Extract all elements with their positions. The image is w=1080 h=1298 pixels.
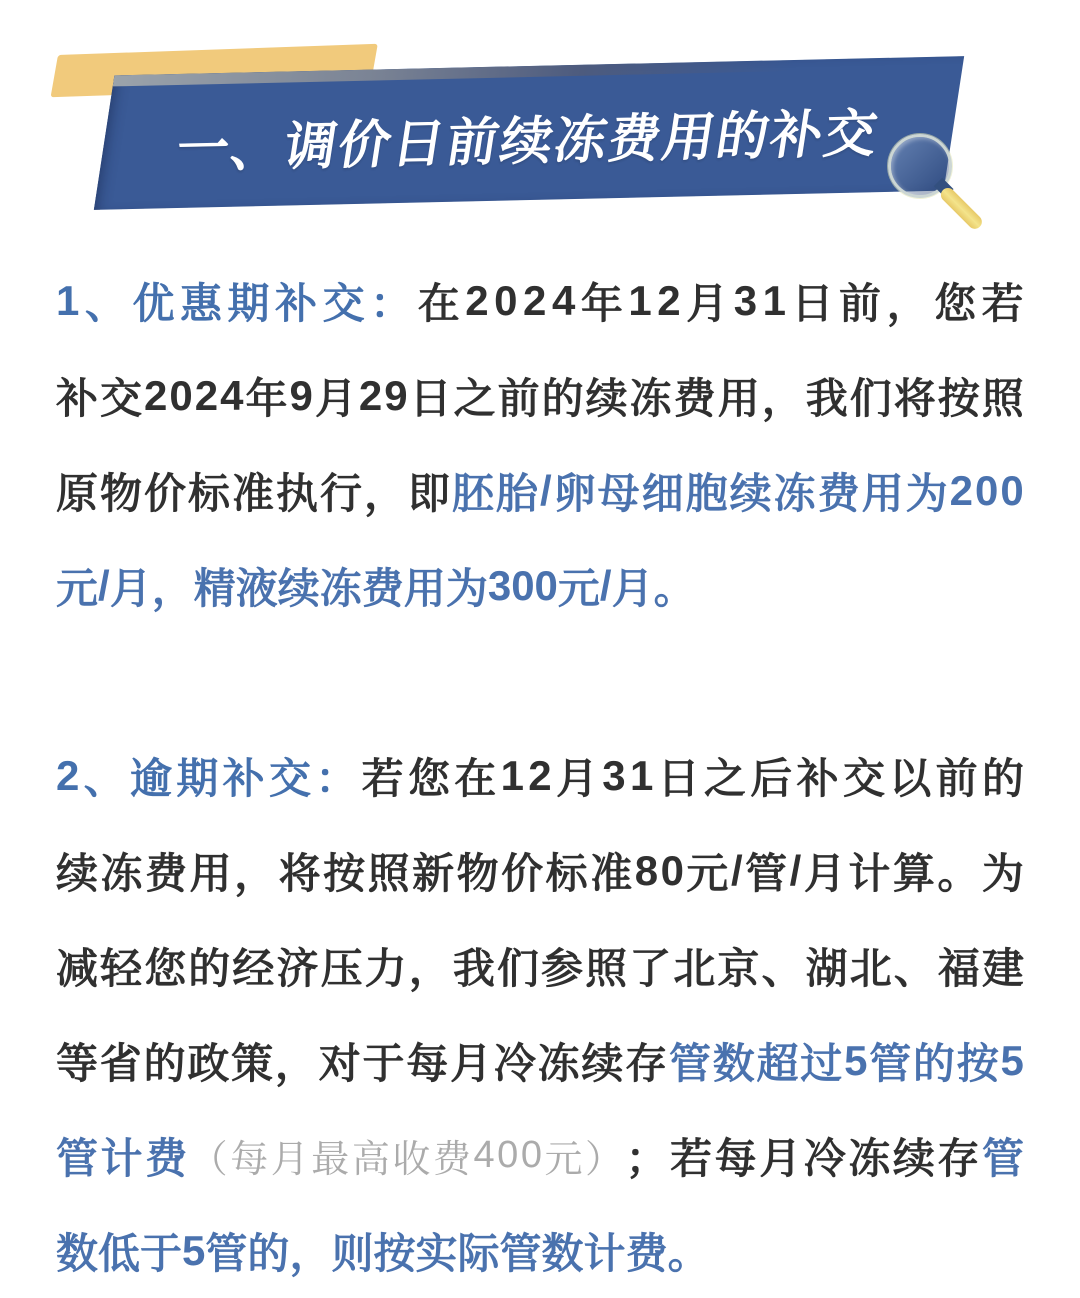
text-line: 等 省 的 政 策 ， 对 于 每 月 冷 冻 续 存 管 数 超 过 5 管 的 按 5	[56, 1036, 1024, 1087]
banner	[94, 56, 964, 210]
header-banner	[0, 0, 1080, 260]
paragraph-overdue-payment	[56, 728, 1024, 1298]
paragraph-discount-period-payment	[56, 253, 1024, 633]
banner-title: 一、调价日前续冻费用的补交	[172, 104, 884, 179]
text-line: 补 交 2 0 2 4 年 9 月 2 9 日 之 前 的 续 冻 费 用 ， 我 们 将 按 照	[56, 371, 1024, 422]
text-line: 管 计 费 （ 每 月 最 高 收 费 4 0 0 元 ） ； 若 每 月 冷 冻 续 存 管	[56, 1134, 1024, 1182]
text-line: 减 轻 您 的 经 济 压 力 ， 我 们 参 照 了 北 京 、 湖 北 、 福 建	[56, 944, 1024, 992]
magnifier-handle	[938, 185, 985, 232]
text-line: 2 、 逾 期 补 交 ： 若 您 在 1 2 月 3 1 日 之 后 补 交 以 前 的	[56, 751, 1024, 802]
text-line: 数 低 于 5 管 的 ， 则 按 实 际 管 数 计 费 。	[56, 1226, 710, 1277]
text-line: 1 、 优 惠 期 补 交 ： 在 2 0 2 4 年 1 2 月 3 1 日 前 ， 您 若	[56, 276, 1024, 327]
content	[56, 253, 1024, 1298]
text-line: 元 / 月 ， 精 液 续 冻 费 用 为 3 0 0 元 / 月 。	[56, 561, 696, 612]
text-line: 原 物 价 标 准 执 行 ， 即 胚 胎 / 卵 母 细 胞 续 冻 费 用 为 2 0 0	[56, 466, 1024, 517]
text-line: 续 冻 费 用 ， 将 按 照 新 物 价 标 准 8 0 元 / 管 / 月 计 算 。 为	[56, 846, 1024, 897]
